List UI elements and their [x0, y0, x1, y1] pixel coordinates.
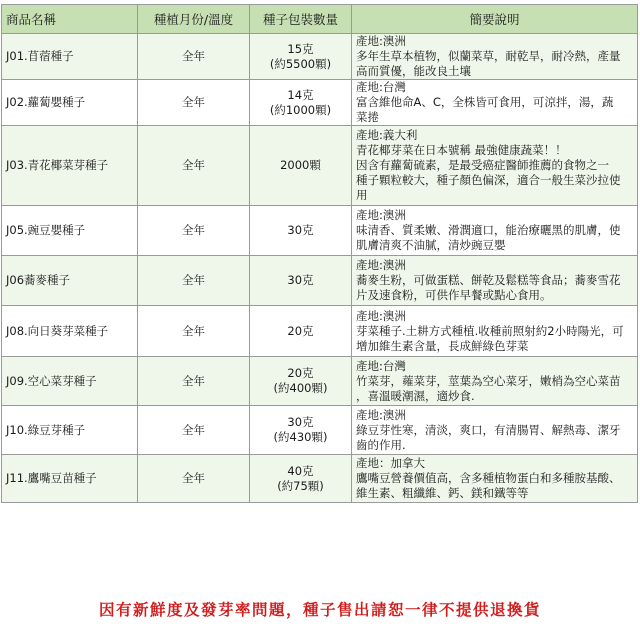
planting-season: 全年 [138, 406, 250, 455]
table-row [2, 357, 638, 406]
product-description [352, 256, 638, 306]
description-line: 產地:澳洲 [356, 258, 406, 272]
package-quantity [250, 206, 352, 256]
quantity-line: (約1000顆) [269, 102, 332, 117]
table-row [2, 455, 638, 503]
product-name: J01.苜蓿種子 [2, 34, 138, 80]
description-line: 齒的作用. [356, 437, 406, 452]
description-line: 產地:義大利 [356, 128, 418, 142]
quantity-line: 20克 [287, 323, 314, 338]
description-line: 產地:台灣 [356, 358, 406, 373]
product-description [352, 206, 638, 256]
planting-season: 全年 [138, 256, 250, 306]
product-name: J02.蘿蔔嬰種子 [2, 80, 138, 126]
description-line: 維生素、粗纖維、鈣、鎂和鐵等等 [356, 486, 529, 500]
header-row [2, 5, 638, 34]
product-description [352, 306, 638, 357]
product-description [352, 357, 638, 406]
package-quantity [250, 256, 352, 306]
table-row [2, 206, 638, 256]
product-name: J03.青花椰菜芽種子 [2, 126, 138, 206]
description-line: 菜捲 [356, 110, 379, 124]
table-row [2, 256, 638, 306]
description-line: 因含有蘿蔔硫素，是最受癌症醫師推薦的食物之一 [356, 158, 609, 172]
seed-table-body [2, 34, 638, 503]
product-description [352, 80, 638, 126]
description-line: 蕎麥生粉，可做蛋糕、餅乾及鬆糕等食品；蕎麥雪花 [356, 273, 621, 287]
planting-season: 全年 [138, 34, 250, 80]
quantity-line: 30克 [287, 415, 314, 429]
quantity-line: (約400顆) [273, 381, 328, 395]
product-name: J08.向日葵芽菜種子 [2, 306, 138, 357]
product-name: J05.豌豆嬰種子 [2, 206, 138, 256]
description-line: 產地:澳洲 [356, 34, 406, 48]
quantity-line: (約430顆) [273, 430, 328, 444]
product-description [352, 34, 638, 80]
product-description [352, 406, 638, 455]
product-name: J11.鷹嘴豆苗種子 [2, 455, 138, 503]
header-name: 商品名稱 [2, 5, 138, 34]
description-line: 味清香、質柔嫩、滑潤適口，能治療曬黑的肌膚，使 [356, 223, 621, 237]
quantity-line: 30克 [287, 223, 314, 237]
planting-season: 全年 [138, 306, 250, 357]
description-line: 富含維他命A、C，全株皆可食用，可涼拌，湯，蔬 [356, 95, 614, 109]
description-line: 產地:澳洲 [356, 208, 406, 222]
package-quantity [250, 406, 352, 455]
description-line: 增加維生素含量，長成鮮綠色芽菜 [356, 338, 529, 353]
header-quantity: 種子包裝數量 [250, 5, 352, 34]
planting-season: 全年 [138, 126, 250, 206]
package-quantity [250, 80, 352, 126]
quantity-line: 30克 [287, 273, 314, 287]
description-line: 產地：加拿大 [356, 456, 425, 470]
description-line: 綠豆芽性寒，清淡，爽口，有清腸胃、解熱毒、潔牙 [356, 422, 621, 437]
description-line: ，喜溫暖潮濕，適炒食. [356, 388, 475, 403]
seed-table [1, 4, 638, 503]
quantity-line: 20克 [287, 366, 314, 380]
description-line: 產地:澳洲 [356, 308, 406, 323]
description-line: 多年生草本植物，似蘭菜草，耐乾旱，耐冷熱，產量 [356, 49, 621, 63]
package-quantity [250, 455, 352, 503]
description-line: 芽菜種子.土耕方式種植.收種前照射約2小時陽光，可 [356, 323, 624, 338]
table-row [2, 306, 638, 357]
quantity-line: (約5500顆) [269, 56, 332, 71]
quantity-line: (約75顆) [277, 478, 324, 493]
description-line: 產地:台灣 [356, 80, 406, 94]
return-policy-note: 因有新鮮度及發芽率問題，種子售出請恕一律不提供退換貨 [98, 601, 541, 619]
description-line: 高而質優，能改良土壤 [356, 64, 471, 78]
quantity-line: 15克 [287, 41, 314, 56]
table-row [2, 126, 638, 206]
description-line: 竹菜芽，蕹菜芽，莖葉為空心菜牙，嫩梢為空心菜苗 [356, 373, 621, 388]
quantity-line: 2000顆 [280, 158, 321, 172]
product-description [352, 126, 638, 206]
package-quantity [250, 126, 352, 206]
product-name: J10.綠豆芽種子 [2, 406, 138, 455]
table-row [2, 34, 638, 80]
product-name: J06蕎麥種子 [2, 256, 138, 306]
planting-season: 全年 [138, 357, 250, 406]
package-quantity [250, 357, 352, 406]
product-name: J09.空心菜芽種子 [2, 357, 138, 406]
description-line: 鷹嘴豆營養價值高，含多種植物蛋白和多種胺基酸、 [356, 471, 621, 485]
description-line: 片及速食粉，可供作早餐或點心食用。 [356, 288, 552, 302]
description-line: 用 [356, 188, 368, 202]
table-row [2, 406, 638, 455]
planting-season: 全年 [138, 206, 250, 256]
quantity-line: 40克 [287, 463, 314, 478]
description-line: 肌膚清爽不油膩，清炒豌豆嬰 [356, 238, 506, 252]
description-line: 產地:澳洲 [356, 407, 406, 422]
header-season: 種植月份/溫度 [138, 5, 250, 34]
package-quantity [250, 306, 352, 357]
description-line: 青花椰芽菜在日本號稱 最強健康蔬菜！！ [356, 143, 567, 157]
product-description [352, 455, 638, 503]
package-quantity [250, 34, 352, 80]
header-description: 簡要說明 [352, 5, 638, 34]
table-row [2, 80, 638, 126]
planting-season: 全年 [138, 80, 250, 126]
planting-season: 全年 [138, 455, 250, 503]
description-line: 種子顆粒較大，種子顏色偏深，適合一般生菜沙拉使 [356, 173, 621, 187]
quantity-line: 14克 [287, 87, 314, 102]
